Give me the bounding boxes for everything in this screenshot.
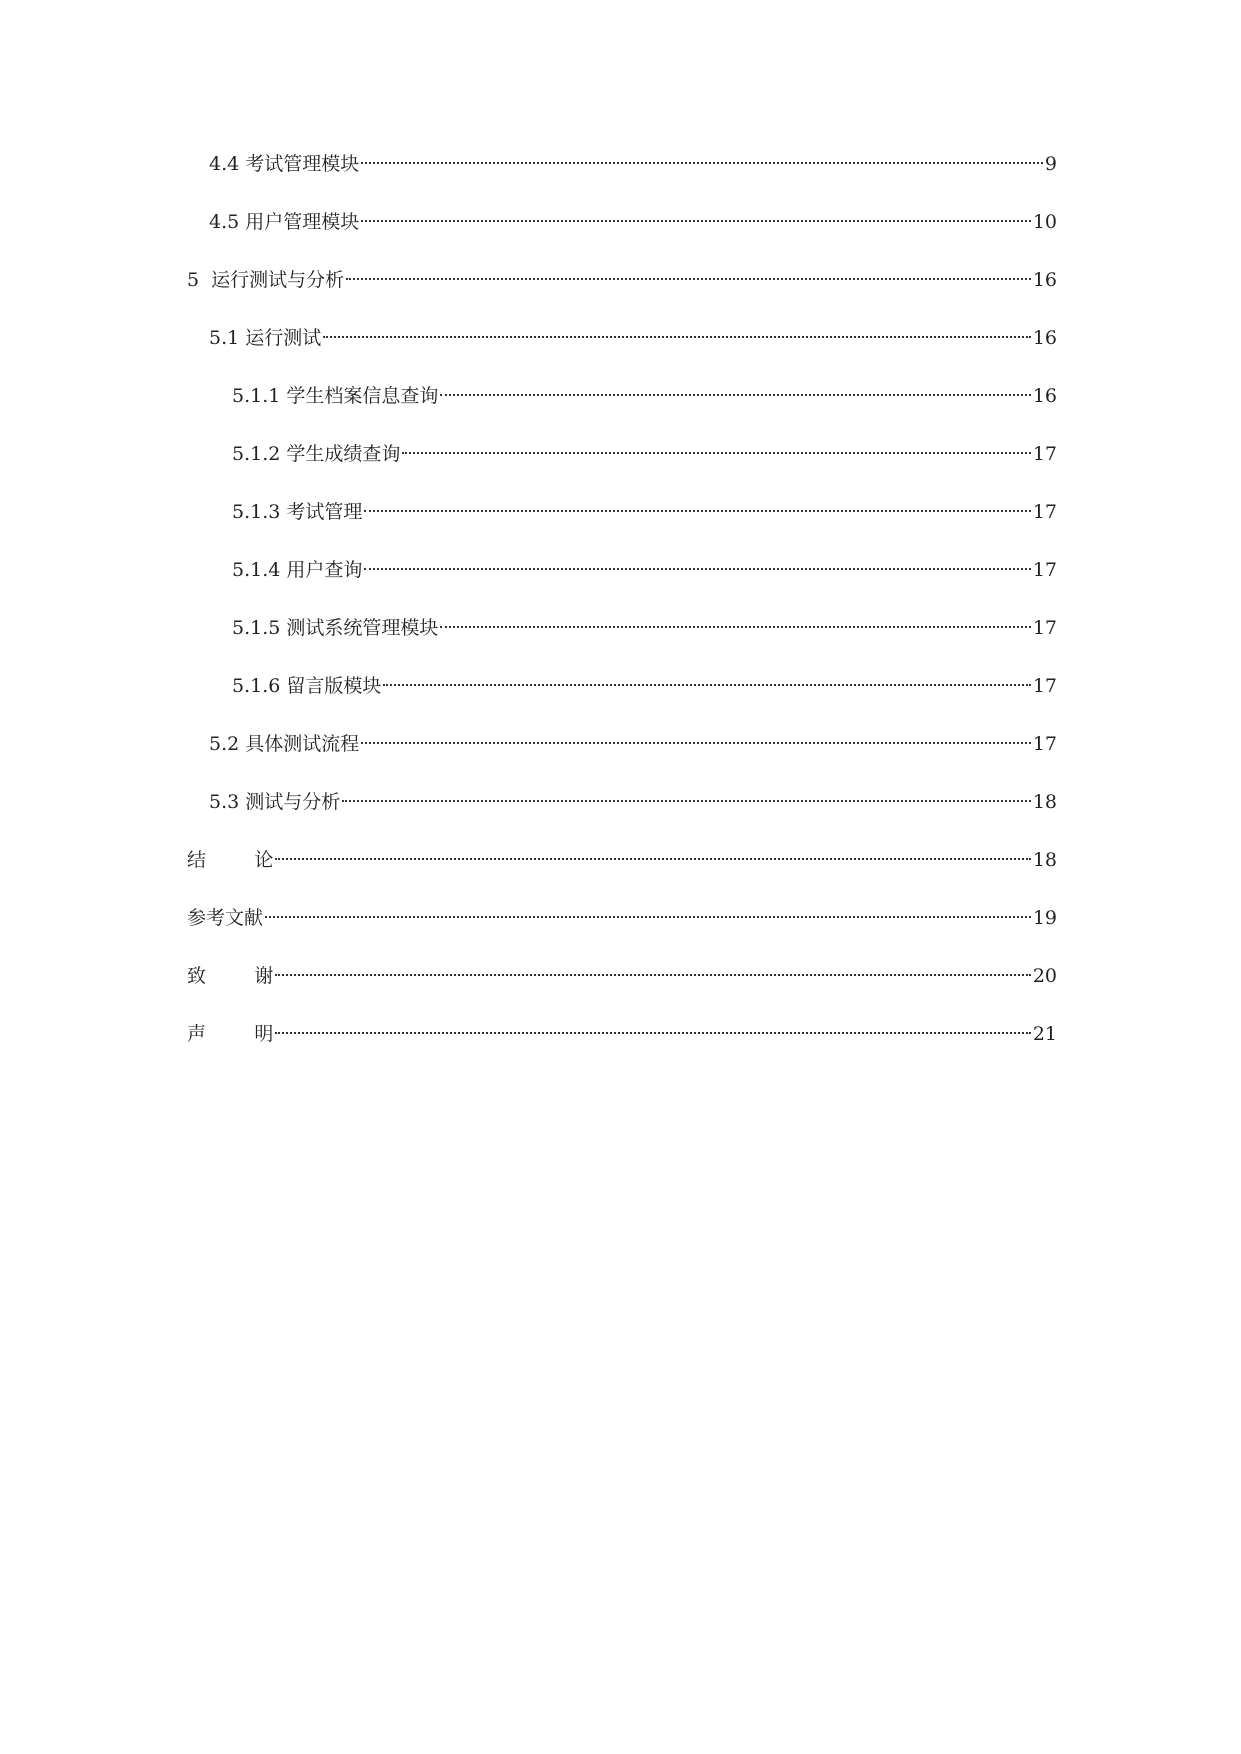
toc-entry-title: 5.1 运行测试: [209, 327, 322, 349]
toc-entry-acknowledgements[interactable]: [187, 960, 1057, 992]
toc-leader-dots: [402, 452, 1030, 454]
toc-entry-title: 5.1.4 用户查询: [232, 559, 363, 581]
toc-page-number: 16: [1032, 269, 1057, 291]
toc-leader-dots: [361, 742, 1031, 744]
toc-page-number: 18: [1032, 849, 1057, 871]
toc-entry-5-3[interactable]: [209, 786, 1057, 818]
toc-page-number: 18: [1032, 791, 1057, 813]
toc-entry-title: 5.1.3 考试管理: [232, 501, 363, 523]
toc-leader-dots: [346, 278, 1031, 280]
toc-page-number: 17: [1032, 617, 1057, 639]
toc-entry-5-1-1[interactable]: [232, 380, 1057, 412]
toc-entry-5-1-2[interactable]: [232, 438, 1057, 470]
toc-page-number: 9: [1044, 153, 1057, 175]
toc-page-number: 17: [1032, 501, 1057, 523]
toc-entry-5-1[interactable]: [209, 322, 1057, 354]
toc-leader-dots: [265, 916, 1031, 918]
toc-entry-declaration[interactable]: [187, 1018, 1057, 1050]
toc-entry-title: 4.5 用户管理模块: [209, 211, 360, 233]
toc-page-number: 17: [1032, 559, 1057, 581]
toc-page-number: 16: [1032, 385, 1057, 407]
toc-leader-dots: [275, 1032, 1030, 1034]
toc-page-number: 17: [1032, 443, 1057, 465]
toc-entry-5-1-4[interactable]: [232, 554, 1057, 586]
toc-entry-5-1-3[interactable]: [232, 496, 1057, 528]
toc-entry-references[interactable]: [187, 902, 1057, 934]
toc-entry-title: 5.2 具体测试流程: [209, 733, 360, 755]
toc-page-number: 19: [1032, 907, 1057, 929]
toc-entry-5-2[interactable]: [209, 728, 1057, 760]
toc-entry-5-1-5[interactable]: [232, 612, 1057, 644]
toc-page-number: 21: [1032, 1023, 1057, 1045]
toc-leader-dots: [275, 974, 1030, 976]
toc-entry-title: 5 运行测试与分析: [187, 269, 345, 291]
toc-leader-dots: [323, 336, 1031, 338]
toc-leader-dots: [440, 394, 1030, 396]
toc-entry-title: 5.1.2 学生成绩查询: [232, 443, 401, 465]
toc-leader-dots: [361, 162, 1043, 164]
toc-entry-title: 5.3 测试与分析: [209, 791, 341, 813]
toc-page-number: 17: [1032, 675, 1057, 697]
toc-page-number: 16: [1032, 327, 1057, 349]
toc-entry-4-4[interactable]: [209, 148, 1057, 180]
toc-entry-title: 结 论: [187, 849, 274, 871]
toc-leader-dots: [275, 858, 1030, 860]
toc-leader-dots: [342, 800, 1031, 802]
toc-entry-title: 致 谢: [187, 965, 274, 987]
toc-leader-dots: [361, 220, 1031, 222]
toc-entry-title: 4.4 考试管理模块: [209, 153, 360, 175]
toc-entry-5[interactable]: [187, 264, 1057, 296]
toc-entry-title: 声 明: [187, 1023, 274, 1045]
toc-entry-5-1-6[interactable]: [232, 670, 1057, 702]
toc-page-number: 10: [1032, 211, 1057, 233]
toc-page-number: 17: [1032, 733, 1057, 755]
toc-entry-conclusion[interactable]: [187, 844, 1057, 876]
toc-entry-title: 参考文献: [187, 907, 264, 929]
toc-page-number: 20: [1032, 965, 1057, 987]
toc-leader-dots: [364, 568, 1030, 570]
toc-leader-dots: [364, 510, 1030, 512]
toc-entry-title: 5.1.6 留言版模块: [232, 675, 382, 697]
toc-leader-dots: [383, 684, 1030, 686]
toc-entry-title: 5.1.1 学生档案信息查询: [232, 385, 439, 407]
toc-leader-dots: [440, 626, 1030, 628]
toc-entry-4-5[interactable]: [209, 206, 1057, 238]
toc-entry-title: 5.1.5 测试系统管理模块: [232, 617, 439, 639]
